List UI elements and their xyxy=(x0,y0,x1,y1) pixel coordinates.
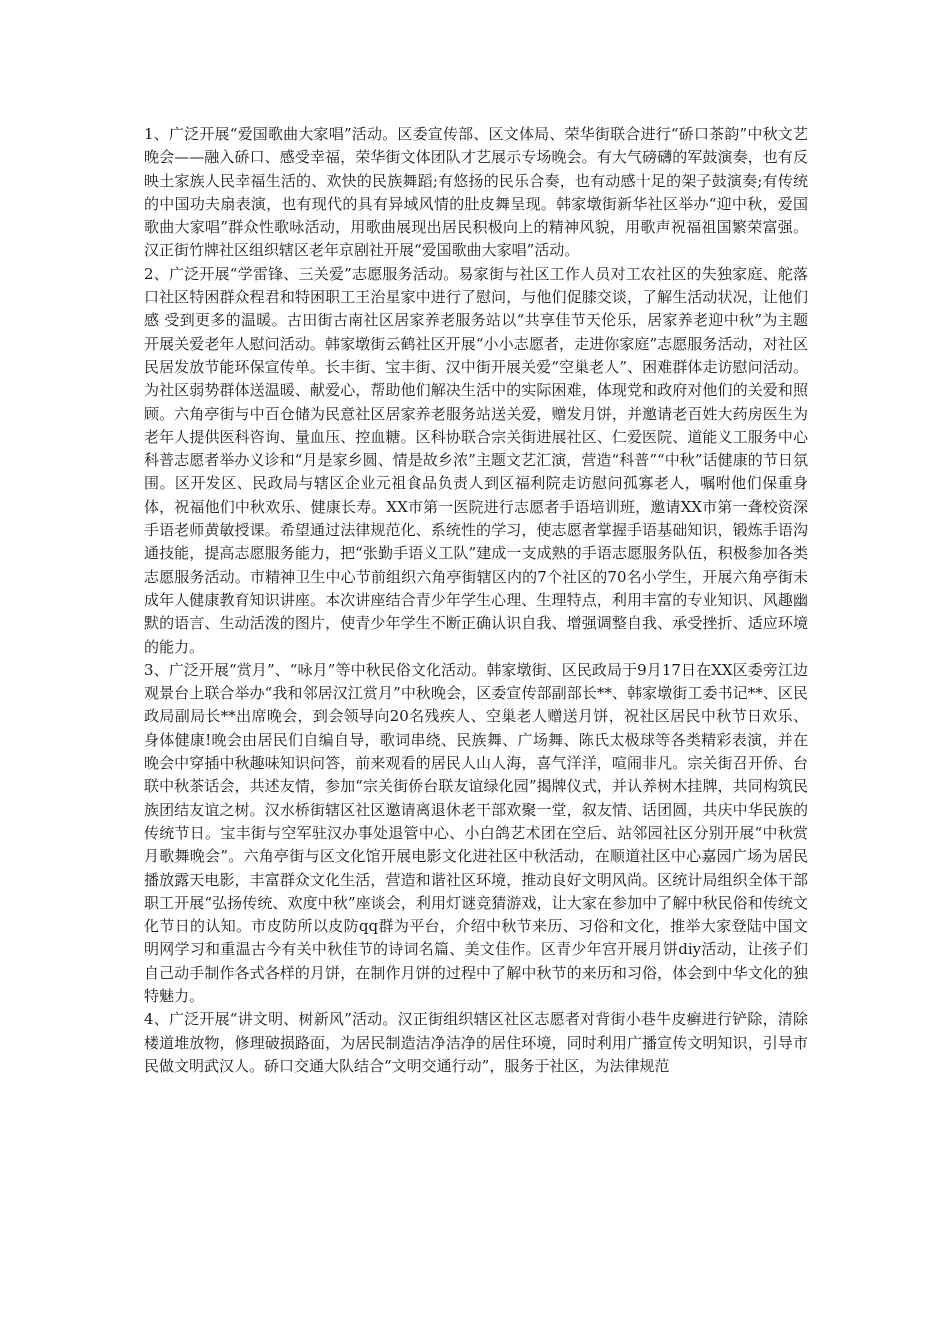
paragraph-3: 3、广泛开展“赏月”、“咏月”等中秋民俗文化活动。韩家墩街、区民政局于9月17日在XX区委旁江边观景台上联合举办“我和邻居汉江赏月”中秋晚会，区委宣传部副部长**、韩家墩街工委书记**、区民政局副局长**出席晚会，到会领导向20名残疾人、空巢老人赠送月饼，祝社区居民中秋节日欢乐、身体健康!晚会由居民们自编自导，歌词串绕、民族舞、广场舞、陈氏太极球等各类精彩表演，并在晚会中穿插中秋趣味知识问答，前来观看的居民人山人海，喜气洋洋，喧闹非凡。宗关街召开侨、台联中秋茶话会，共述友情，参加“宗关街侨台联友谊绿化园”揭牌仪式，并认养树木挂牌，共同构筑民族团结友谊之树。汉水桥街辖区社区邀请离退休老干部欢聚一堂，叙友情、话团圆，共庆中华民族的传统节日。宝丰街与空军驻汉办事处退管中心、小白鸽艺术团在空后、站邻园社区分别开展“中秋赏月歌舞晚会”。六角亭街与区文化馆开展电影文化进社区中秋活动，在顺道社区中心嘉园广场为居民播放露天电影，丰富群众文化生活，营造和谐社区环境，推动良好文明风尚。区统计局组织全体干部职工开展“弘扬传统、欢度中秋”座谈会，利用灯谜竞猜游戏，让大家在参加中了解中秋民俗和传统文化节日的认知。市皮防所以皮防qq群为平台，介绍中秋节来历、习俗和文化，推举大家登陆中国文明网学习和重温古今有关中秋佳节的诗词名篇、美文佳作。区青少年宫开展月饼diy活动，让孩子们自己动手制作各式各样的月饼，在制作月饼的过程中了解中秋节的来历和习俗，体会到中华文化的独特魅力。 xyxy=(144,660,808,1005)
paragraph-4: 4、广泛开展“讲文明、树新风”活动。汉正街组织辖区社区志愿者对背街小巷牛皮癣进行铲除，清除楼道堆放物，修理破损路面，为居民制造洁净洁净的居住环境，同时利用广播宣传文明知识，引导市民做文明武汉人。硚口交通大队结合“文明交通行动”，服务于社区，为法律规范 xyxy=(144,1010,808,1075)
document-body xyxy=(144,123,808,1078)
paragraph-2: 2、广泛开展“学雷锋、三关爱”志愿服务活动。易家街与社区工作人员对工农社区的失独家庭、舵落口社区特困群众程君和特困职工王治星家中进行了慰问，与他们促膝交谈，了解生活动状况，让他们感 受到更多的温暖。古田街古南社区居家养老服务站以“共享佳节天伦乐，居家养老迎中秋”为主题开展关爱老年人慰问活动。韩家墩街云鹤社区开展“小小志愿者，走进你家庭”志愿服务活动，对社区民居发放节能环保宣传单。长丰街、宝丰街、汉中街开展关爱“空巢老人”、困难群体走访慰问活动。为社区弱势群体送温暖、献爱心，帮助他们解决生活中的实际困难，体现党和政府对他们的关爱和照顾。六角亭街与中百仓储为民意社区居家养老服务站送关爱，赠发月饼，并邀请老百姓大药房医生为老年人提供医科咨询、量血压、控血糖。区科协联合宗关街进展社区、仁爱医院、道能义工服务中心科普志愿者举办义诊和“月是家乡圆、情是故乡浓”主题文艺汇演，营造“科普”“中秋”话健康的节日氛围。区开发区、民政局与辖区企业元祖食品负责人到区福利院走访慰问孤寡老人，嘱咐他们保重身体，祝福他们中秋欢乐、健康长寿。XX市第一医院进行志愿者手语培训班，邀请XX市第一聋校资深手语老师黄敏授课。希望通过法律规范化、系统性的学习，使志愿者掌握手语基础知识，锻炼手语沟通技能，提高志愿服务能力，把“张勤手语义工队”建成一支成熟的手语志愿服务队伍，积极参加各类志愿服务活动。市精神卫生中心节前组织六角亭街辖区内的7个社区的70名小学生，开展六角亭街未成年人健康教育知识讲座。本次讲座结合青少年学生心理、生理特点，利用丰富的专业知识、风趣幽默的语言、生动活泼的图片，使青少年学生不断正确认识自我、增强调整自我、承受挫折、适应环境的能力。 xyxy=(144,264,808,656)
paragraph-1: 1、广泛开展“爱国歌曲大家唱”活动。区委宣传部、区文体局、荣华街联合进行“硚口茶韵”中秋文艺晚会——融入硚口、感受幸福，荣华街文体团队才艺展示专场晚会。有大气磅礴的军鼓演奏，也有反映土家族人民幸福生活的、欢快的民族舞蹈;有悠扬的民乐合奏，也有动感十足的架子鼓演奏;有传统的中国功夫扇表演，也有现代的具有异域风情的肚皮舞呈现。韩家墩街新华社区举办“迎中秋，爱国歌曲大家唱”群众性歌咏活动，用歌曲展现出居民积极向上的精神风貌，用歌声祝福祖国繁荣富强。汉正街竹牌社区组织辖区老年京剧社开展“爱国歌曲大家唱”活动。 xyxy=(144,125,808,260)
